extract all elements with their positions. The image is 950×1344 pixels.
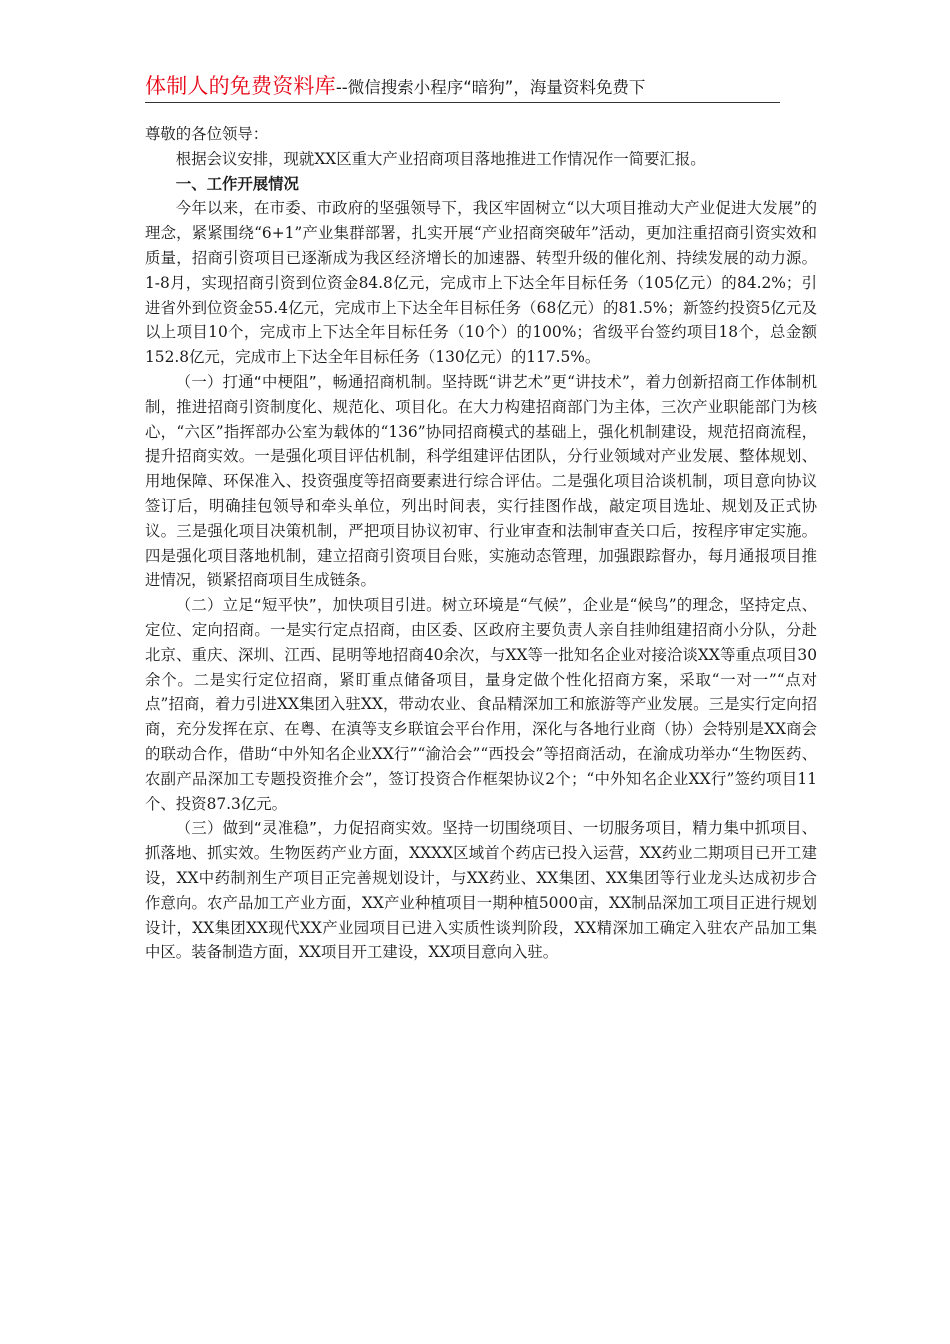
document-body <box>145 122 817 965</box>
item-3-heading: （三）做到“灵准稳”，力促招商实效。 <box>175 819 443 838</box>
item-2-heading: （二）立足“短平快”，加快项目引进。 <box>175 596 442 615</box>
item-1-paragraph <box>145 370 817 593</box>
item-2-body: 树立环境是“气候”，企业是“候鸟”的理念，坚持定点、定位、定向招商。一是实行定点招商，由区委、区政府主要负责人亲自挂帅组建招商小分队，分赴北京、重庆、深圳、江西、昆明等地招商40余次，与XX等一批知名企业对接洽谈XX等重点项目30余个。二是实行定位招商，紧盯重点储备项目，量身定做个性化招商方案，采取“一对一”“点对点”招商，着力引进XX集团入驻XX，带动农业、食品精深加工和旅游等产业发展。三是实行定向招商，充分发挥在京、在粤、在滇等支乡联谊会平台作用，深化与各地行业商（协）会特别是XX商会的联动合作，借助“中外知名企业XX行”“渝洽会”“西投会”等招商活动，在渝成功举办“生物医药、农副产品深加工专题投资推介会”，签订投资合作框架协议2个；“中外知名企业XX行”签约项目11个、投资87.3亿元。 <box>145 596 817 813</box>
item-1-body: 坚持既“讲艺术”更“讲技术”，着力创新招商工作体制机制，推进招商引资制度化、规范化、项目化。在大力构建招商部门为主体，三次产业职能部门为核心，“六区”指挥部办公室为载体的“136”协同招商模式的基础上，强化机制建设，规范招商流程，提升招商实效。一是强化项目评估机制，科学组建评估团队，分行业领域对产业发展、整体规划、用地保障、环保准入、投资强度等招商要素进行综合评估。二是强化项目洽谈机制，项目意向协议签订后，明确挂包领导和牵头单位，列出时间表，实行挂图作战，敲定项目选址、规划及正式协议。三是强化项目决策机制，严把项目协议初审、行业审查和法制审查关口后，按程序审定实施。四是强化项目落地机制，建立招商引资项目台账，实施动态管理，加强跟踪督办，每月通报项目推进情况，锁紧招商项目生成链条。 <box>145 372 817 590</box>
intro-paragraph: 根据会议安排，现就XX区重大产业招商项目落地推进工作情况作一简要汇报。 <box>175 149 706 168</box>
item-3-body: 坚持一切围绕项目、一切服务项目，精力集中抓项目、抓落地、抓实效。生物医药产业方面，XXXX区域首个药店已投入运营，XX药业二期项目已开工建设，XX中药制剂生产项目正完善规划设计，与XX药业、XX集团、XX集团等行业龙头达成初步合作意向。农产品加工产业方面，XX产业种植项目一期种植5000亩，XX制品深加工项目正进行规划设计，XX集团XX现代XX产业园项目已进入实质性谈判阶段，XX精深加工确定入驻农产品加工集中区。装备制造方面，XX项目开工建设，XX项目意向入驻。 <box>145 819 817 962</box>
item-3-paragraph <box>145 816 817 965</box>
item-1-heading: （一）打通“中梗阻”，畅通招商机制。 <box>175 372 442 391</box>
section-1-heading: 一、工作开展情况 <box>175 174 299 193</box>
salutation: 尊敬的各位领导： <box>145 125 269 143</box>
section-1-paragraph: 今年以来，在市委、市政府的坚强领导下，我区牢固树立“以大项目推动大产业促进大发展”的理念，紧紧围绕“6+1”产业集群部署，扎实开展“产业招商突破年”活动，更加注重招商引资实效和质量，招商引资项目已逐渐成为我区经济增长的加速器、转型升级的催化剂、持续发展的动力源。1-8月，实现招商引资到位资金84.8亿元，完成市上下达全年目标任务（105亿元）的84.2%；引进省外到位资金55.4亿元，完成市上下达全年目标任务（68亿元）的81.5%；新签约投资5亿元及以上项目10个，完成市上下达全年目标任务（10个）的100%；省级平台签约项目18个，总金额152.8亿元，完成市上下达全年目标任务（130亿元）的117.5%。 <box>145 199 817 367</box>
page-header <box>145 70 780 103</box>
header-title: 体制人的免费资料库 <box>145 74 336 98</box>
header-subtitle: --微信搜索小程序“暗狗”，海量资料免费下 <box>335 78 646 97</box>
item-2-paragraph <box>145 593 817 816</box>
